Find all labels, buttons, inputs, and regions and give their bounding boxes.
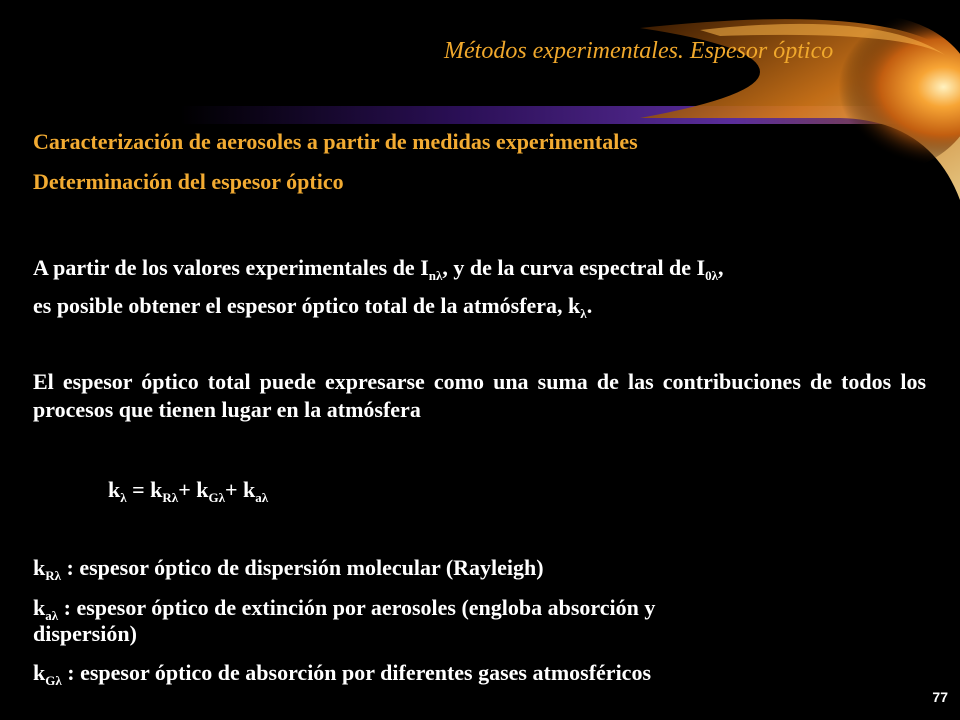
definition-aerosol-line-2: dispersión) <box>33 621 137 646</box>
page-number: 77 <box>932 689 948 705</box>
slide-title: Métodos experimentales. Espesor óptico <box>444 38 834 64</box>
definition-gases: $k_{G\lambda}$ : espesor óptico de absorción por diferentes gases atmosféricos <box>33 660 652 688</box>
definition-aerosol-line-1: $k_{a\lambda}$ : espesor óptico de extinción por aerosoles (engloba absorción y <box>33 595 656 623</box>
definition-rayleigh: $k_{R\lambda}$ : espesor óptico de dispersión molecular (Rayleigh) <box>33 555 544 583</box>
subtitle-optical-thickness: Determinación del espesor óptico <box>33 169 344 194</box>
subtitle-aerosol-characterization: Caracterización de aerosoles a partir de medidas experimentales <box>33 129 638 154</box>
optical-thickness-equation: $k_\lambda = k_{R\lambda}+ k_{G\lambda}+ k_{a\lambda}$ <box>108 477 269 505</box>
paragraph-1-line-2: es posible obtener el espesor óptico total de la atmósfera, $k_\lambda$. <box>33 293 593 321</box>
paragraph-1-line-1: A partir de los valores experimentales de $I_{n\lambda}$, y de la curva espectral de $I_{0\lambda}$, <box>33 255 724 283</box>
paragraph-2: El espesor óptico total puede expresarse como una suma de las contribuciones de todos los procesos que tienen lugar en la atmósfera <box>33 369 926 422</box>
